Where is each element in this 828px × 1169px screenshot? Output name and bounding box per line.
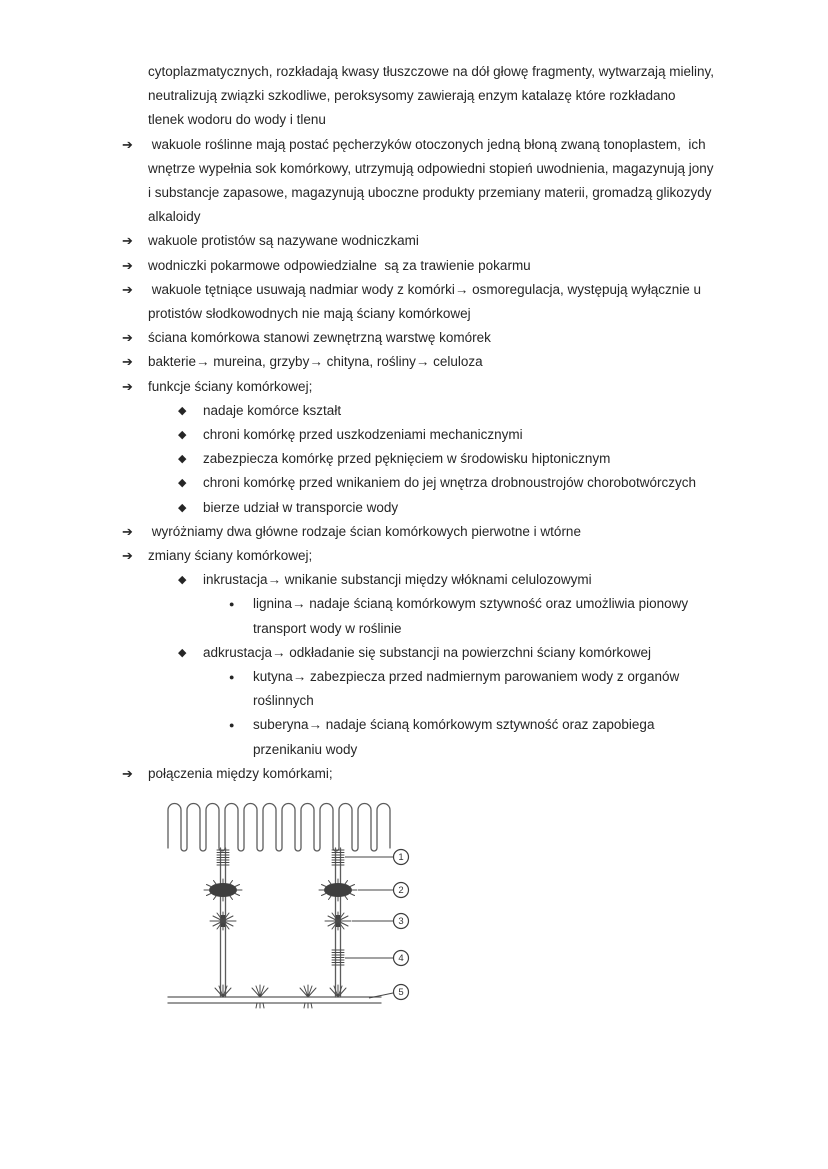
list-item — [122, 254, 714, 278]
diamond-bullet-icon: ◆ — [178, 453, 187, 466]
list-item-text: inkrustacja→ wnikanie substancji między włóknami celulozowymi — [203, 572, 592, 588]
bullet-list — [122, 133, 718, 786]
list-item-text: wakuole roślinne mają postać pęcherzyków otoczonych jedną błoną zwaną tonoplastem, ich wnętrze wypełnia sok komórkowy, utrzymują odpowiedni stopień uwodnienia, magazynują jony i substancje zapasowe, magazynują uboczne produkty przemiany materii, gromadzą glikozydy alkaloidy — [148, 136, 718, 225]
list-item — [148, 423, 714, 447]
svg-text:4: 4 — [398, 953, 404, 965]
arrow-bullet-icon: ➔ — [122, 523, 133, 539]
list-item-text: wyróżniamy dwa główne rodzaje ścian komórkowych pierwotne i wtórne — [148, 523, 581, 539]
figure-label-4 — [394, 951, 409, 966]
list-item-text: wodniczki pokarmowe odpowiedzialne są za trawienie pokarmu — [148, 257, 531, 273]
dot-bullet-icon: ● — [229, 720, 235, 731]
microvilli-loops — [168, 804, 390, 852]
svg-text:5: 5 — [398, 987, 404, 999]
svg-text:2: 2 — [398, 885, 404, 897]
list-item — [122, 229, 714, 253]
svg-text:3: 3 — [398, 916, 404, 928]
diamond-bullet-icon: ◆ — [178, 477, 187, 490]
arrow-bullet-icon: ➔ — [122, 281, 133, 297]
arrow-bullet-icon: ➔ — [122, 136, 133, 152]
list-item — [148, 471, 714, 495]
arrow-bullet-icon: ➔ — [122, 233, 133, 249]
list-item — [122, 544, 714, 568]
list-item — [148, 399, 714, 423]
document-content — [122, 60, 718, 1023]
diamond-bullet-icon: ◆ — [178, 574, 187, 587]
arrow-bullet-icon: ➔ — [122, 257, 133, 273]
list-item — [148, 447, 714, 471]
figure-label-1 — [394, 850, 409, 865]
list-item — [122, 520, 714, 544]
list-item-text: ściana komórkowa stanowi zewnętrzną warstwę komórek — [148, 330, 491, 346]
paragraph-continuation: cytoplazmatycznych, rozkładają kwasy tłuszczowe na dół głowę fragmenty, wytwarzają mieliny, neutralizują związki szkodliwe, peroksysomy zawierają enzym katalazę które rozkładano tlenek wodoru do wody i tlenu — [148, 64, 718, 128]
arrow-bullet-icon: ➔ — [122, 378, 133, 394]
diamond-bullet-icon: ◆ — [178, 646, 187, 659]
list-item-text: zabezpiecza komórkę przed pęknięciem w środowisku hiptonicznym — [203, 451, 611, 467]
list-item-text: suberyna→ nadaje ścianą komórkowym sztywność oraz zapobiega przenikaniu wody — [253, 717, 659, 757]
dot-bullet-icon: ● — [229, 672, 235, 683]
list-item-text: wakuole tętniące usuwają nadmiar wody z komórki→ osmoregulacja, występują wyłącznie u protistów słodkowodnych nie mają ściany komórkowej — [148, 281, 705, 322]
list-item-text: funkcje ściany komórkowej; — [148, 378, 313, 394]
list-item — [148, 713, 714, 761]
list-item — [148, 496, 714, 520]
arrow-bullet-icon: ➔ — [122, 765, 133, 781]
list-item-text: lignina→ nadaje ścianą komórkowym sztywność oraz umożliwia pionowy transport wody w roślinie — [253, 596, 692, 636]
list-item-text: adkrustacja→ odkładanie się substancji na powierzchni ściany komórkowej — [203, 644, 651, 660]
list-item-text: chroni komórkę przed wnikaniem do jej wnętrza drobnoustrojów chorobotwórczych — [203, 475, 696, 491]
cell-junctions-diagram — [166, 800, 416, 1015]
basal-membrane — [168, 997, 381, 1003]
figure-label-3 — [394, 914, 409, 929]
diamond-bullet-icon: ◆ — [178, 429, 187, 442]
arrow-bullet-icon: ➔ — [122, 548, 133, 564]
list-item-text: zmiany ściany komórkowej; — [148, 548, 313, 564]
list-item-text: chroni komórkę przed uszkodzeniami mechanicznymi — [203, 427, 523, 443]
figure-label-5 — [394, 985, 409, 1000]
list-item — [122, 326, 714, 350]
list-item-text: bierze udział w transporcie wody — [203, 499, 399, 515]
diamond-bullet-icon: ◆ — [178, 501, 187, 514]
list-item — [148, 665, 714, 713]
list-item — [148, 568, 714, 592]
list-item — [122, 278, 714, 326]
list-item-text: bakterie→ mureina, grzyby→ chityna, rośliny→ celuloza — [148, 354, 483, 370]
arrow-bullet-icon: ➔ — [122, 354, 133, 370]
figure-label-2 — [394, 883, 409, 898]
arrow-bullet-icon: ➔ — [122, 330, 133, 346]
list-item-text: kutyna→ zabezpiecza przed nadmiernym parowaniem wody z organów roślinnych — [253, 669, 683, 709]
list-item-text: nadaje komórce kształt — [203, 402, 342, 418]
svg-text:1: 1 — [398, 852, 404, 864]
diamond-bullet-icon: ◆ — [178, 404, 187, 417]
list-item — [122, 375, 714, 399]
list-item-text: połączenia między komórkami; — [148, 765, 333, 781]
list-item — [122, 350, 714, 374]
list-item — [148, 641, 714, 665]
list-item — [148, 592, 714, 640]
dot-bullet-icon: ● — [229, 599, 235, 610]
list-item — [122, 762, 714, 786]
list-item-text: wakuole protistów są nazywane wodniczkami — [148, 233, 419, 249]
list-item — [122, 133, 718, 230]
